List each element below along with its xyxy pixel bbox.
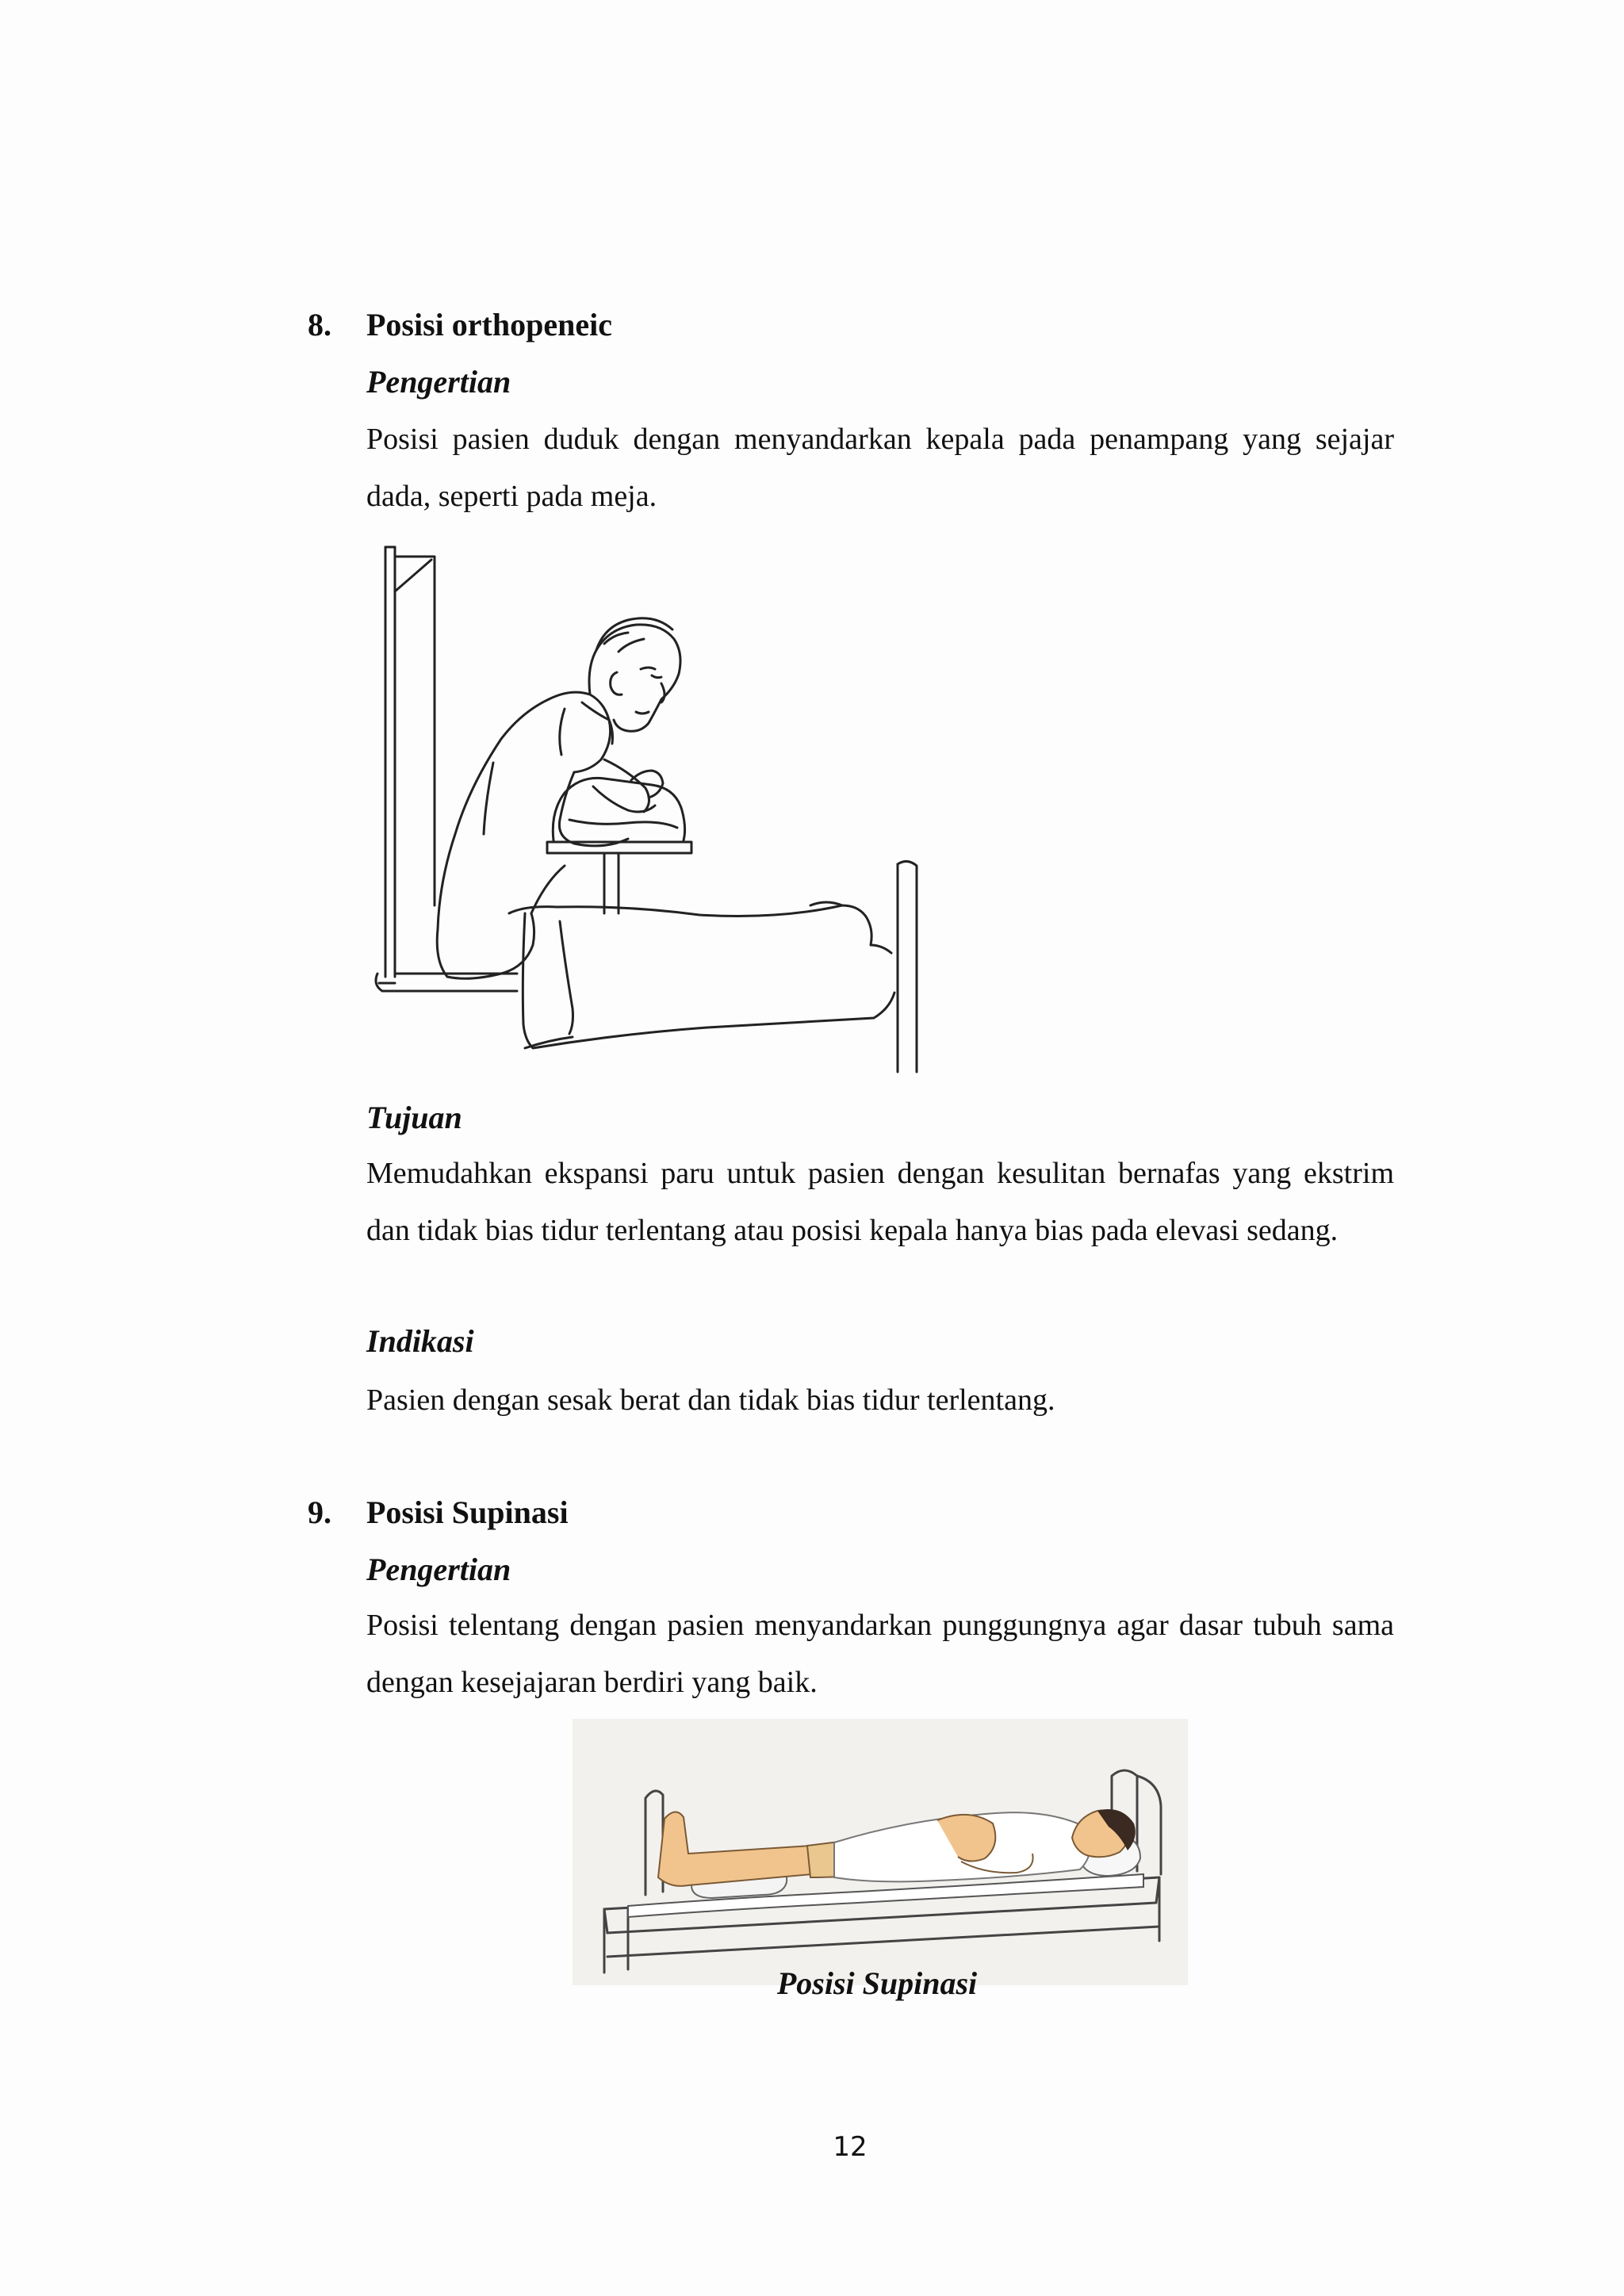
section-9-number: 9. xyxy=(308,1494,331,1530)
orthopneic-position-illustration xyxy=(366,533,937,1080)
section-8-definition-heading: Pengertian xyxy=(366,364,511,400)
section-8-indication-heading: Indikasi xyxy=(366,1323,474,1359)
figure-caption: Posisi Supinasi xyxy=(776,1965,978,2001)
supine-position-illustration xyxy=(573,1719,1188,1985)
section-8-number: 8. xyxy=(308,307,331,342)
section-8-definition-text: Posisi pasien duduk dengan menyandarkan kepala pada penampang yang sejajar dada, seperti pada meja. xyxy=(366,423,1394,513)
section-9-definition-heading: Pengertian xyxy=(366,1552,511,1587)
section-8-purpose-heading: Tujuan xyxy=(366,1100,462,1135)
page-number: 12 xyxy=(833,2131,868,2163)
section-8-purpose-text: Memudahkan ekspansi paru untuk pasien dengan kesulitan bernafas yang ekstrim dan tidak bias tidur terlentang atau posisi kepala hanya bias pada elevasi sedang. xyxy=(366,1157,1394,1247)
section-9-definition-text: Posisi telentang dengan pasien menyandarkan punggungnya agar dasar tubuh sama dengan kesejajaran berdiri yang baik. xyxy=(366,1609,1394,1699)
section-8-title: Posisi orthopeneic xyxy=(366,307,612,342)
section-9-title: Posisi Supinasi xyxy=(366,1494,569,1530)
section-8-indication-text: Pasien dengan sesak berat dan tidak bias tidur terlentang. xyxy=(366,1383,1055,1417)
